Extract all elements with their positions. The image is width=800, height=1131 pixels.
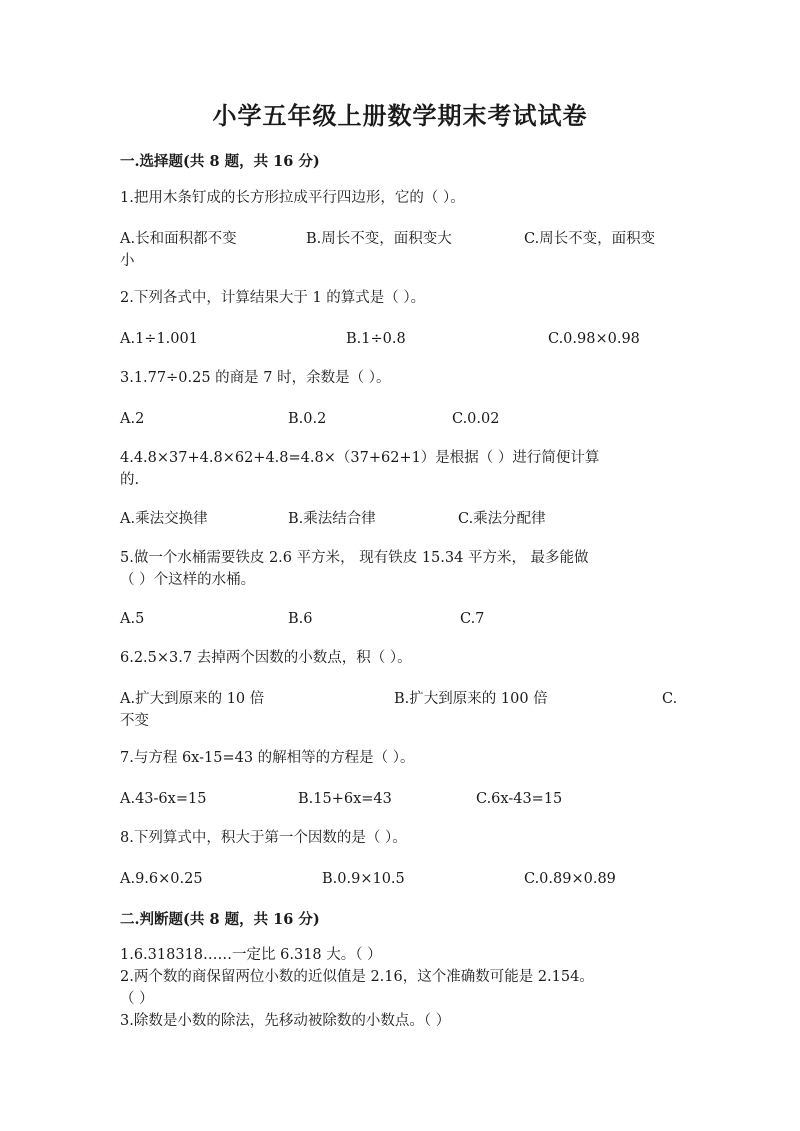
question-5-option-c: C.7: [460, 611, 485, 627]
judgment-item-1: 1.6.318318……一定比 6.318 大。（ ）: [120, 947, 382, 963]
question-1-option-b: B.周长不变，面积变大: [306, 231, 452, 247]
question-6-option-b: B.扩大到原来的 100 倍: [394, 691, 548, 707]
question-4-stem-line2: 的.: [120, 472, 140, 488]
section-heading-judgment: 二.判断题(共 8 题，共 16 分): [120, 911, 320, 928]
question-8-option-a: A.9.6×0.25: [120, 871, 203, 887]
question-3-option-b: B.0.2: [288, 411, 327, 427]
question-7-stem: 7.与方程 6x-15=43 的解相等的方程是（ ）。: [120, 750, 415, 766]
question-8-stem: 8.下列算式中，积大于第一个因数的是（ ）。: [120, 830, 407, 846]
question-8-option-b: B.0.9×10.5: [322, 871, 405, 887]
question-8-option-c: C.0.89×0.89: [524, 871, 616, 887]
question-4-option-c: C.乘法分配律: [458, 511, 546, 527]
page-title: 小学五年级上册数学期末考试试卷: [212, 101, 588, 130]
question-6-stem: 6.2.5×3.7 去掉两个因数的小数点，积（ ）。: [120, 650, 412, 666]
question-4-option-b: B.乘法结合律: [288, 511, 376, 527]
section-heading-choice: 一.选择题(共 8 题，共 16 分): [120, 153, 320, 170]
question-7-option-b: B.15+6x=43: [298, 791, 392, 807]
question-7-option-a: A.43-6x=15: [120, 791, 207, 807]
question-5-option-a: A.5: [120, 611, 145, 627]
question-2-option-c: C.0.98×0.98: [548, 331, 640, 347]
question-2-stem: 2.下列各式中，计算结果大于 1 的算式是（ ）。: [120, 290, 426, 306]
judgment-item-3: 3.除数是小数的除法，先移动被除数的小数点。（ ）: [120, 1013, 451, 1029]
question-1-option-c: C.周长不变，面积变: [524, 231, 656, 247]
question-6-option-c: C.: [662, 691, 678, 707]
question-7-option-c: C.6x-43=15: [476, 791, 563, 807]
question-1-option-c-wrap: 小: [120, 253, 135, 269]
question-1-stem: 1.把用木条钉成的长方形拉成平行四边形，它的（ ）。: [120, 190, 465, 206]
question-1-option-a: A.长和面积都不变: [120, 231, 237, 247]
question-3-stem: 3.1.77÷0.25 的商是 7 时，余数是（ ）。: [120, 370, 391, 386]
question-6-option-a: A.扩大到原来的 10 倍: [120, 691, 265, 707]
question-4-stem-line1: 4.4.8×37+4.8×62+4.8=4.8×（37+62+1）是根据（ ）进行简便计算: [120, 450, 600, 466]
judgment-item-2: 2.两个数的商保留两位小数的近似值是 2.16，这个准确数可能是 2.154。: [120, 969, 594, 985]
question-5-stem-line1: 5.做一个水桶需要铁皮 2.6 平方米， 现有铁皮 15.34 平方米， 最多能做: [120, 550, 589, 566]
question-3-option-a: A.2: [120, 411, 145, 427]
question-3-option-c: C.0.02: [452, 411, 500, 427]
question-5-stem-line2: （ ）个这样的水桶。: [120, 572, 256, 588]
question-2-option-b: B.1÷0.8: [346, 331, 406, 347]
judgment-item-2-blank: （ ）: [120, 991, 154, 1007]
question-5-option-b: B.6: [288, 611, 313, 627]
question-6-option-c-wrap: 不变: [120, 713, 149, 729]
question-4-option-a: A.乘法交换律: [120, 511, 208, 527]
question-2-option-a: A.1÷1.001: [120, 331, 198, 347]
